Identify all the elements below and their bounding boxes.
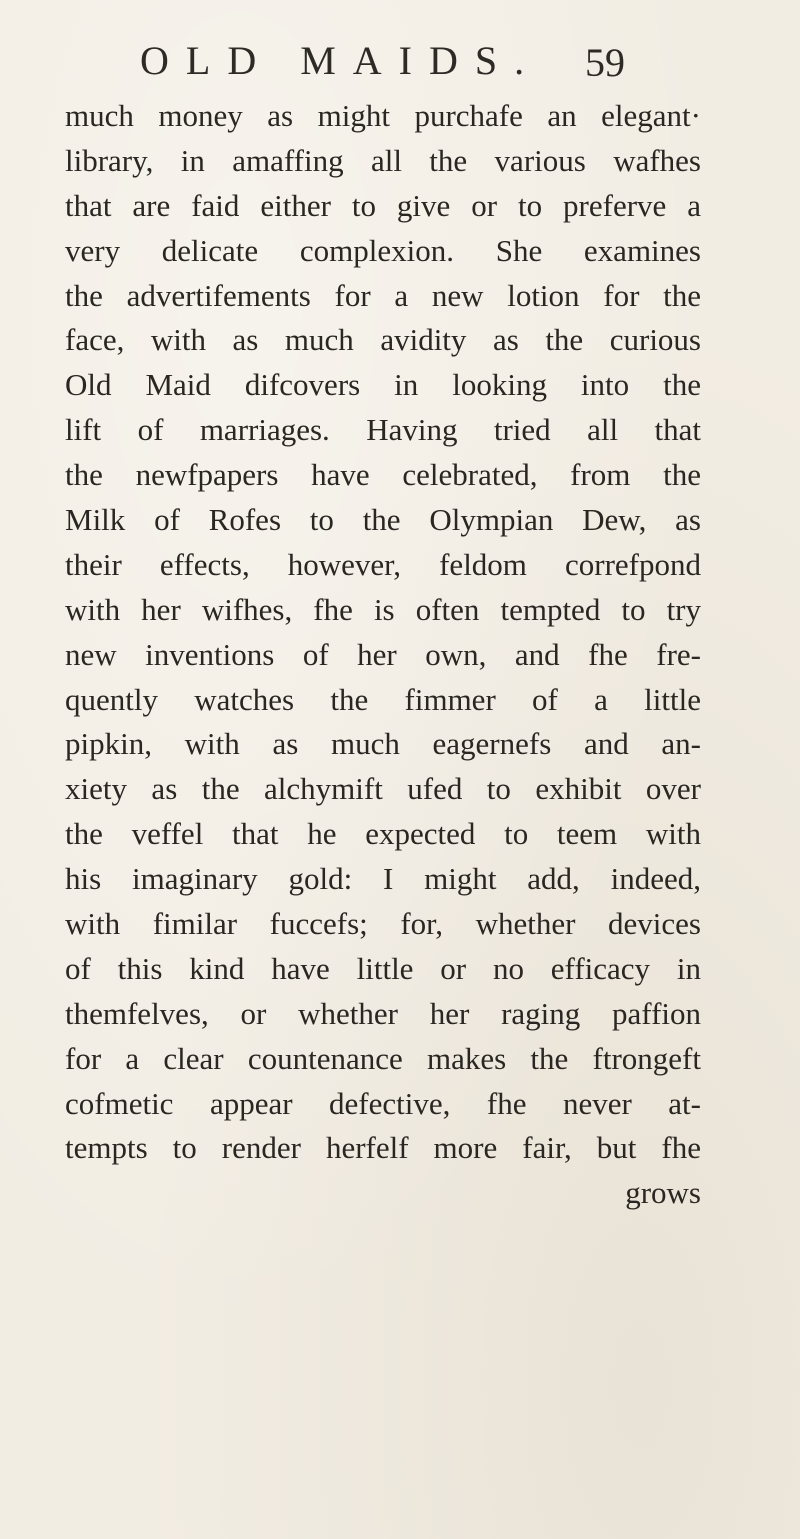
- running-head: [140, 36, 660, 86]
- running-title: OLD MAIDS.: [140, 38, 542, 83]
- text-line: the newfpapers have celebrated, from the: [65, 457, 701, 493]
- text-line: face, with as much avidity as the curious: [65, 322, 701, 358]
- text-line: that are faid either to give or to preferve a: [65, 187, 701, 223]
- text-line: Old Maid difcovers in looking into the: [65, 367, 701, 403]
- text-line: lift of marriages. Having tried all that: [65, 412, 701, 448]
- text-line: of this kind have little or no efficacy in: [65, 950, 701, 986]
- text-line: with fimilar fuccefs; for, whether devices: [65, 906, 701, 942]
- text-line: very delicate complexion. She examines: [65, 232, 701, 268]
- text-line: new inventions of her own, and fhe fre-: [65, 636, 701, 672]
- page-number: 59: [585, 40, 625, 85]
- body-text: [65, 94, 701, 1216]
- text-line: pipkin, with as much eagernefs and an-: [65, 726, 701, 762]
- text-line: quently watches the fimmer of a little: [65, 681, 701, 717]
- text-line: the advertifements for a new lotion for the: [65, 277, 701, 313]
- text-line: cofmetic appear defective, fhe never at-: [65, 1085, 701, 1121]
- text-line: their effects, however, feldom correfpond: [65, 546, 701, 582]
- catchword: grows: [625, 1175, 701, 1211]
- text-line: Milk of Rofes to the Olympian Dew, as: [65, 502, 701, 538]
- text-line: themfelves, or whether her raging paffion: [65, 995, 701, 1031]
- text-line: his imaginary gold: I might add, indeed,: [65, 861, 701, 897]
- text-line: the veffel that he expected to teem with: [65, 816, 701, 852]
- text-line: library, in amaffing all the various wafhes: [65, 142, 701, 178]
- text-line: tempts to render herfelf more fair, but fhe: [65, 1130, 701, 1166]
- text-line: xiety as the alchymift ufed to exhibit over: [65, 771, 701, 807]
- text-line: much money as might purchafe an elegant·: [65, 98, 701, 133]
- text-line: with her wifhes, fhe is often tempted to try: [65, 591, 701, 627]
- text-line: for a clear countenance makes the ftrongeft: [65, 1040, 701, 1076]
